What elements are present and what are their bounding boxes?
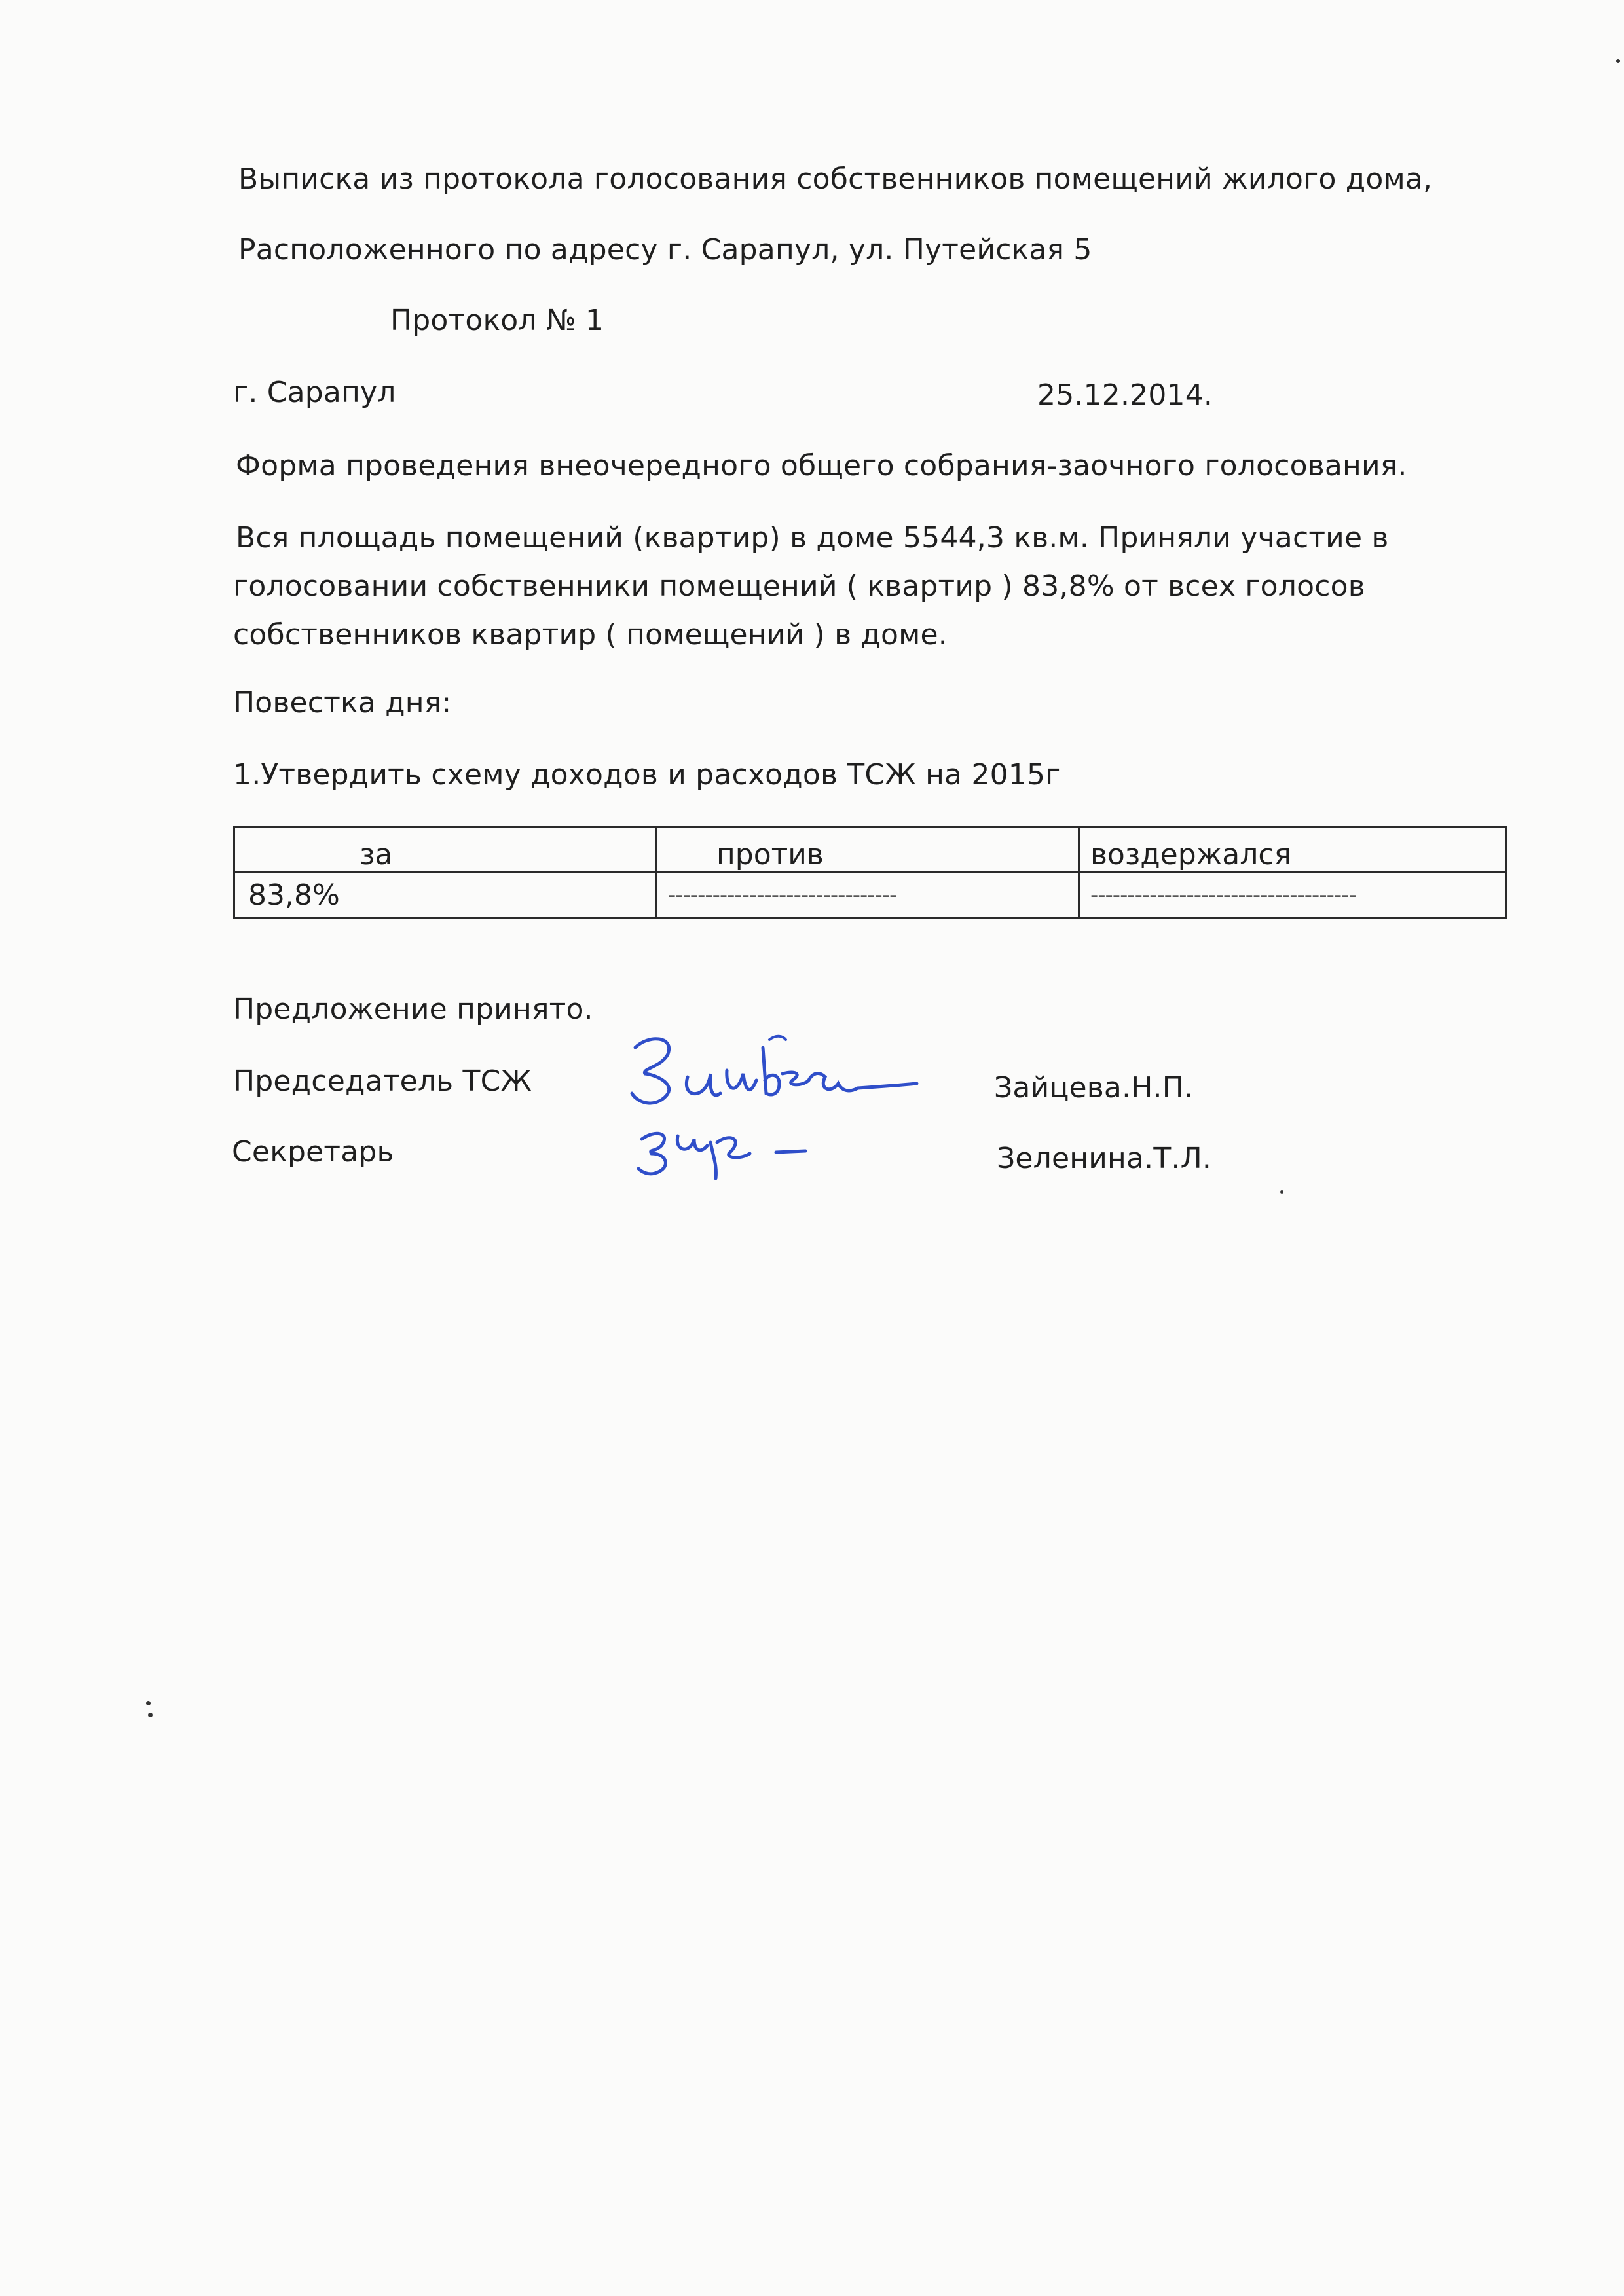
protocol-number: Протокол № 1 bbox=[390, 304, 604, 337]
secretary-name: Зеленина.Т.Л. bbox=[997, 1142, 1212, 1175]
scan-speck bbox=[146, 1701, 151, 1705]
votes-value-abstained: ------------------------------------ bbox=[1079, 873, 1506, 918]
votes-table bbox=[233, 826, 1507, 919]
secretary-label: Секретарь bbox=[232, 1135, 394, 1169]
scan-speck bbox=[148, 1713, 153, 1717]
meeting-form: Форма проведения внеочередного общего собрания-заочного голосования. bbox=[236, 449, 1407, 483]
area-paragraph-line-3: собственников квартир ( помещений ) в доме. bbox=[233, 618, 948, 651]
agenda-item: 1.Утвердить схему доходов и расходов ТСЖ на 2015г bbox=[233, 758, 1061, 792]
votes-value-row bbox=[234, 873, 1506, 918]
area-paragraph-line-1: Вся площадь помещений (квартир) в доме 5544,3 кв.м. Приняли участие в bbox=[236, 521, 1389, 555]
votes-header-against: против bbox=[657, 828, 1079, 873]
document-date: 25.12.2014. bbox=[1037, 378, 1213, 412]
scan-speck bbox=[1280, 1190, 1283, 1194]
scan-speck bbox=[1616, 59, 1620, 63]
chair-label: Председатель ТСЖ bbox=[233, 1065, 532, 1098]
area-paragraph-line-2: голосовании собственники помещений ( квартир ) 83,8% от всех голосов bbox=[233, 570, 1365, 603]
votes-header-row bbox=[234, 828, 1506, 873]
document-title-line-2: Расположенного по адресу г. Сарапул, ул. Путейская 5 bbox=[238, 233, 1092, 266]
agenda-label: Повестка дня: bbox=[233, 686, 452, 720]
chair-signature bbox=[622, 1028, 936, 1113]
votes-header-for: за bbox=[234, 828, 657, 873]
decision-text: Предложение принято. bbox=[233, 993, 593, 1026]
secretary-signature bbox=[632, 1113, 822, 1185]
votes-header-abstained: воздержался bbox=[1079, 828, 1506, 873]
votes-value-against: ------------------------------- bbox=[657, 873, 1079, 918]
chair-name: Зайцева.Н.П. bbox=[994, 1071, 1194, 1104]
city: г. Сарапул bbox=[233, 376, 396, 409]
document-title-line-1: Выписка из протокола голосования собственников помещений жилого дома, bbox=[238, 162, 1433, 196]
votes-value-for: 83,8% bbox=[234, 873, 657, 918]
